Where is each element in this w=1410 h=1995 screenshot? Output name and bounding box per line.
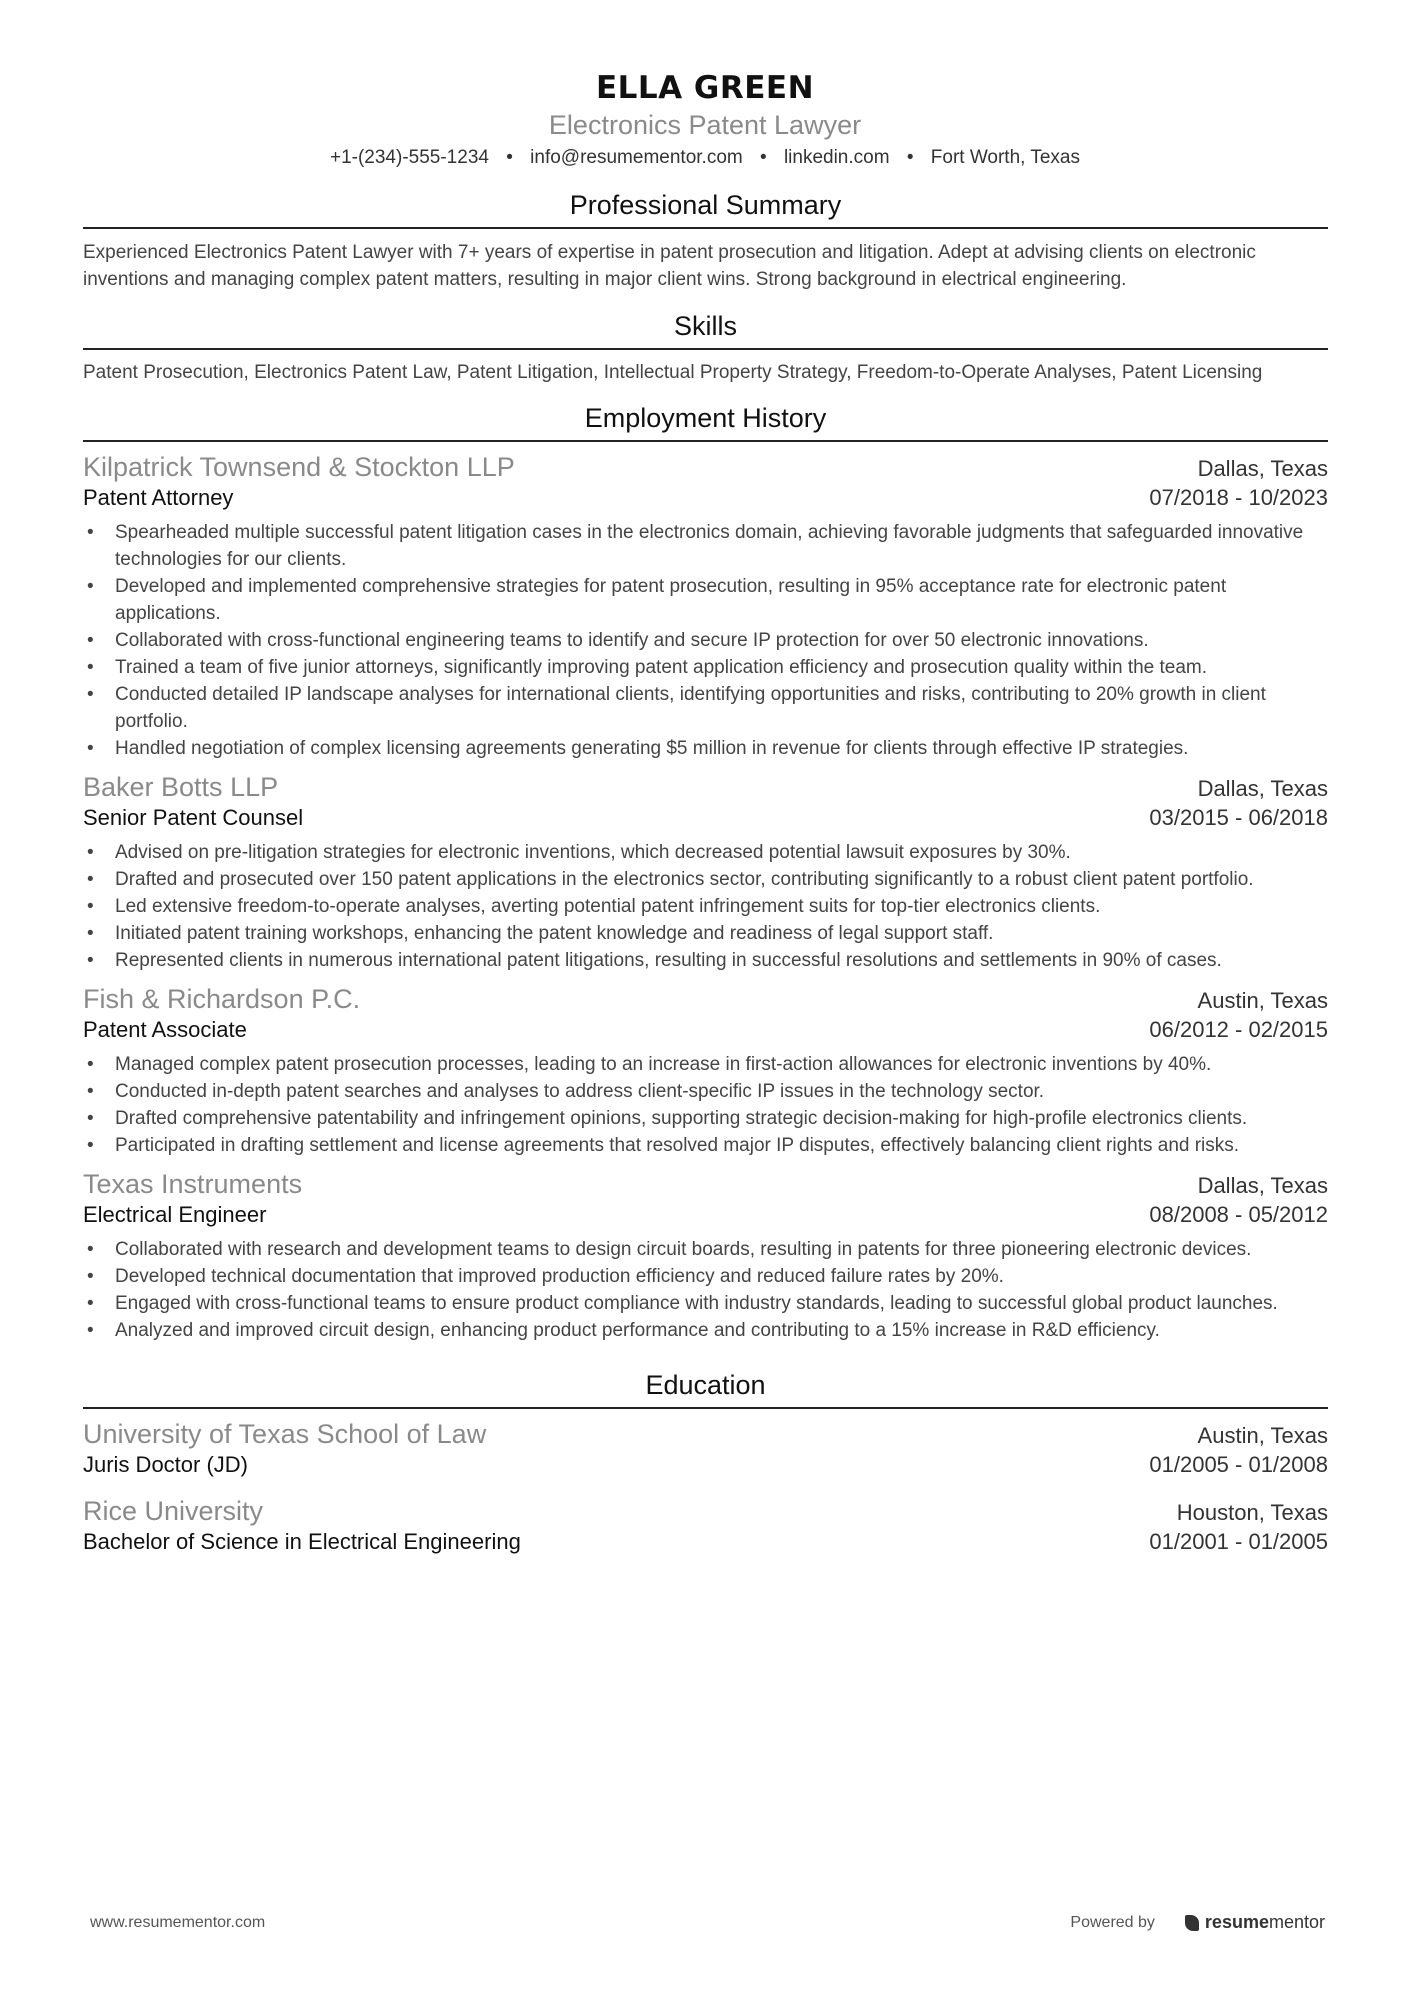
bullet-item [83,1051,1328,1078]
job-entry [83,452,1328,762]
bullet-text: Drafted and prosecuted over 150 patent applications in the electronics sector, contributing significantly to a robust client patent portfolio. [115,869,1254,890]
school-name: University of Texas School of Law [83,1419,487,1449]
summary-text: Experienced Electronics Patent Lawyer with 7+ years of expertise in patent prosecution and litigation. Adept at advising clients on electronic inventions and managing complex patent matters, resulting in major client wins. Strong background in electrical engineering. [83,242,1256,290]
job-header-row [83,984,1328,1015]
company-name: Texas Instruments [83,1169,303,1199]
bullet-item [83,654,1328,681]
bullet-item [83,1105,1328,1132]
school-name: Rice University [83,1496,264,1526]
bullet-text: Collaborated with cross-functional engineering teams to identify and secure IP protection for over 50 electronic innovations. [115,630,1149,651]
education-list [83,1419,1328,1555]
job-role: Patent Associate [83,1017,247,1042]
bullet-dot: • [87,923,94,944]
bullet-item [83,681,1328,735]
job-header-row [83,1169,1328,1200]
bullet-text: Advised on pre-litigation strategies for electronic inventions, which decreased potential lawsuit exposures by 30%. [115,842,1071,863]
contact-separator: • [506,147,513,168]
contact-line [0,147,1410,169]
bullet-text: Led extensive freedom-to-operate analyses, averting potential patent infringement suits for top-tier electronics clients. [115,896,1101,917]
bullet-text: Initiated patent training workshops, enhancing the patent knowledge and readiness of legal support staff. [115,923,994,944]
contact-separator: • [906,147,914,168]
bullet-text: Analyzed and improved circuit design, enhancing product performance and contributing to a 15% increase in R&D efficiency. [115,1320,1160,1341]
bullet-text: Handled negotiation of complex licensing agreements generating $5 million in revenue for clients through effective IP strategies. [115,738,1189,759]
bullet-item [83,947,1328,974]
job-role-row [83,1015,1328,1043]
bullet-dot: • [87,576,94,597]
bullet-text: Represented clients in numerous international patent litigations, resulting in successful resolutions and settlements in 90% of cases. [115,950,1222,971]
job-dates: 07/2018 - 10/2023 [1149,485,1328,510]
bullet-item [83,1290,1328,1317]
job-bullets [83,1236,1328,1344]
bullet-item [83,1263,1328,1290]
footer [90,1912,1325,1933]
bullet-text: Trained a team of five junior attorneys, significantly improving patent application efficiency and prosecution quality within the team. [115,657,1208,678]
school-location: Austin, Texas [1197,1423,1328,1448]
bullet-item [83,893,1328,920]
bullet-item [83,573,1328,627]
bullet-item [83,1317,1328,1344]
job-role: Electrical Engineer [83,1202,267,1227]
employment-list [83,452,1328,1344]
job-role-row [83,803,1328,831]
education-header-row [83,1496,1328,1527]
job-location: Austin, Texas [1197,988,1328,1013]
job-location: Dallas, Texas [1197,776,1328,801]
job-header-row [83,772,1328,803]
bullet-item [83,920,1328,947]
degree: Juris Doctor (JD) [83,1452,249,1477]
skills-heading: Skills [83,311,1328,350]
bullet-dot: • [87,896,94,917]
bullet-dot: • [87,1135,94,1156]
education-dates: 01/2001 - 01/2005 [1149,1529,1328,1554]
bullet-text: Participated in drafting settlement and license agreements that resolved major IP disputes, effectively balancing client rights and risks. [115,1135,1240,1156]
job-dates: 06/2012 - 02/2015 [1149,1017,1328,1042]
candidate-title: Electronics Patent Lawyer [548,110,862,140]
resume-body [83,190,1328,1555]
job-entry [83,772,1328,974]
job-role-row [83,1200,1328,1228]
job-entry [83,984,1328,1159]
education-entry [83,1419,1328,1478]
job-role-row [83,483,1328,511]
bullet-item [83,1078,1328,1105]
candidate-name: ELLA GREEN [595,70,815,106]
education-entry [83,1496,1328,1555]
education-degree-row [83,1450,1328,1478]
job-role: Senior Patent Counsel [83,805,304,830]
bullet-dot: • [87,1054,94,1075]
powered-by-label: Powered by [1070,1913,1155,1931]
bullet-dot: • [87,684,94,705]
job-dates: 08/2008 - 05/2012 [1149,1202,1328,1227]
education-heading: Education [83,1370,1328,1409]
job-location: Dallas, Texas [1197,456,1328,481]
bullet-dot: • [87,950,94,971]
job-entry [83,1169,1328,1344]
email: info@resumementor.com [530,147,743,168]
bullet-dot: • [87,657,94,678]
linkedin: linkedin.com [783,147,890,168]
bullet-item [83,519,1328,573]
job-header-row [83,452,1328,483]
bullet-text: Spearheaded multiple successful patent litigation cases in the electronics domain, achieving favorable judgments that safeguarded innovative technologies for our clients. [115,522,1304,570]
bullet-text: Drafted comprehensive patentability and infringement opinions, supporting strategic decision-making for high-profile electronics clients. [115,1108,1248,1129]
bullet-dot: • [87,1081,94,1102]
location: Fort Worth, Texas [930,147,1081,168]
education-degree-row [83,1527,1328,1555]
employment-heading: Employment History [83,403,1328,442]
summary-heading: Professional Summary [83,190,1328,229]
job-location: Dallas, Texas [1197,1173,1328,1198]
bullet-dot: • [87,1293,94,1314]
job-bullets [83,519,1328,762]
bullet-item [83,627,1328,654]
bullet-text: Developed and implemented comprehensive strategies for patent prosecution, resulting in 95% acceptance rate for electronic patent applications. [115,576,1227,624]
company-name: Fish & Richardson P.C. [83,984,361,1014]
bullet-item [83,1132,1328,1159]
bullet-item [83,735,1328,762]
footer-website: www.resumementor.com [90,1913,266,1931]
school-location: Houston, Texas [1176,1500,1328,1525]
bullet-dot: • [87,1239,94,1260]
bullet-dot: • [87,1320,94,1341]
bullet-item [83,839,1328,866]
bullet-dot: • [87,630,94,651]
bullet-dot: • [87,842,94,863]
bullet-text: Conducted detailed IP landscape analyses for international clients, identifying opportunities and risks, contributing to 20% growth in client portfolio. [115,684,1266,732]
bullet-item [83,866,1328,893]
company-name: Baker Botts LLP [83,772,279,802]
bullet-text: Collaborated with research and development teams to design circuit boards, resulting in patents for three pioneering electronic devices. [115,1239,1252,1260]
company-name: Kilpatrick Townsend & Stockton LLP [83,452,515,482]
bullet-item [83,1236,1328,1263]
job-bullets [83,1051,1328,1159]
phone: +1-(234)-555-1234 [329,147,489,168]
footer-brand [1070,1912,1325,1933]
bullet-text: Managed complex patent prosecution processes, leading to an increase in first-action allowances for electronic inventions by 40%. [115,1054,1212,1075]
bullet-text: Engaged with cross-functional teams to ensure product compliance with industry standards, leading to successful global product launches. [115,1293,1278,1314]
bullet-dot: • [87,1266,94,1287]
job-bullets [83,839,1328,974]
bullet-text: Developed technical documentation that improved production efficiency and reduced failure rates by 20%. [115,1266,1004,1287]
education-dates: 01/2005 - 01/2008 [1149,1452,1328,1477]
bullet-dot: • [87,522,94,543]
resumementor-logo-icon [1185,1915,1199,1931]
contact-separator: • [760,147,767,168]
bullet-text: Conducted in-depth patent searches and analyses to address client-specific IP issues in the technology sector. [115,1081,1045,1102]
job-role: Patent Attorney [83,485,234,510]
bullet-dot: • [87,1108,94,1129]
job-dates: 03/2015 - 06/2018 [1149,805,1328,830]
bullet-dot: • [87,738,94,759]
education-header-row [83,1419,1328,1450]
resume-header [0,70,1410,169]
resumementor-logo-text: resumementor [1204,1912,1325,1932]
bullet-dot: • [87,869,94,890]
degree: Bachelor of Science in Electrical Engineering [83,1529,521,1554]
skills-text: Patent Prosecution, Electronics Patent Law, Patent Litigation, Intellectual Property Strategy, Freedom-to-Operate Analyses, Patent Licensing [83,362,1263,383]
